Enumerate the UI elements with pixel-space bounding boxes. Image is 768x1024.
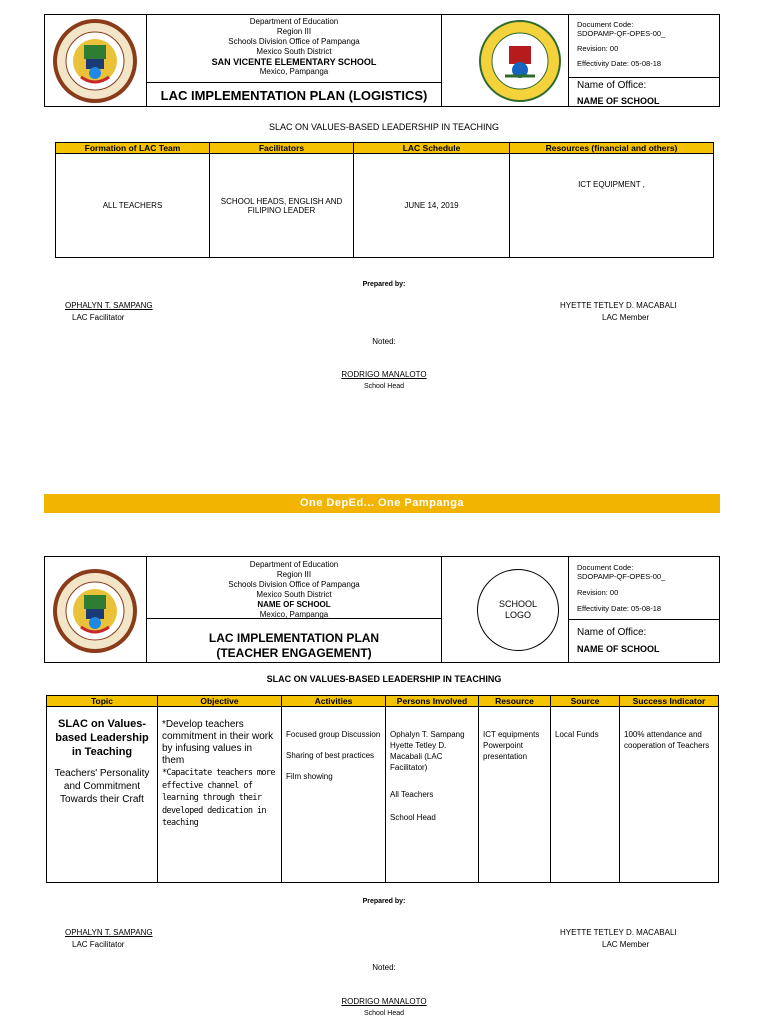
prepared-by: Prepared by: bbox=[362, 281, 406, 288]
office-value: NAME OF SCHOOL bbox=[577, 644, 660, 654]
town-name: Mexico, Pampanga bbox=[259, 610, 329, 619]
doc-code: SDOPAMP-QF-OPES-00_ bbox=[577, 572, 666, 581]
col-header-objective: Objective bbox=[158, 696, 282, 707]
prepared-by: Prepared by: bbox=[362, 898, 406, 905]
persons-3: School Head bbox=[390, 813, 436, 822]
office-label: Name of Office: bbox=[577, 80, 647, 91]
col-header-indicator: Success Indicator bbox=[620, 696, 719, 707]
doc-code: SDOPAMP-QF-OPES-00_ bbox=[577, 29, 666, 38]
deped-banner: One DepEd... One Pampanga bbox=[44, 494, 720, 513]
activity-1: Focused group Discussion bbox=[286, 730, 381, 739]
plan-title: LAC IMPLEMENTATION PLAN (LOGISTICS) bbox=[160, 88, 428, 103]
signer1-name: OPHALYN T. SAMPANG bbox=[65, 301, 153, 310]
office-value: NAME OF SCHOOL bbox=[577, 96, 660, 106]
indicator-text: 100% attendance and cooperation of Teachers bbox=[624, 730, 710, 750]
dept-name: Department of Education bbox=[249, 17, 339, 26]
signer1-role: LAC Facilitator bbox=[72, 940, 125, 949]
table-cell bbox=[56, 154, 210, 258]
cell-resources: ICT EQUIPMENT , bbox=[578, 180, 645, 189]
col-header-facilitators: Facilitators bbox=[210, 143, 354, 154]
signer1-name: OPHALYN T. SAMPANG bbox=[65, 928, 153, 937]
school-logo-text: SCHOOL LOGO bbox=[498, 599, 537, 620]
effectivity: Effectivity Date: 05-08-18 bbox=[577, 59, 662, 68]
topic-title: SLAC on Values-based Leadership in Teaching bbox=[55, 718, 149, 758]
activity-2: Sharing of best practices bbox=[286, 751, 375, 760]
deped-seal-logo bbox=[51, 17, 139, 110]
subtitle: SLAC ON VALUES-BASED LEADERSHIP IN TEACHING bbox=[266, 674, 502, 684]
doc-code-label: Document Code: bbox=[577, 563, 634, 572]
effectivity: Effectivity Date: 05-08-18 bbox=[577, 604, 662, 613]
revision: Revision: 00 bbox=[577, 588, 619, 597]
head-role: School Head bbox=[363, 1010, 405, 1017]
indicator-cell bbox=[620, 707, 719, 883]
topic-sub: Teachers' Personality and Commitment Towards their Craft bbox=[54, 768, 150, 805]
engagement-table bbox=[46, 695, 719, 883]
cell-facilitators: SCHOOL HEADS, ENGLISH AND FILIPINO LEADER bbox=[220, 196, 343, 215]
signer2-role: LAC Member bbox=[602, 940, 650, 949]
col-header-persons: Persons Involved bbox=[386, 696, 479, 707]
activity-3: Film showing bbox=[286, 772, 333, 781]
region-name: Region III bbox=[276, 27, 312, 36]
cell-formation: ALL TEACHERS bbox=[102, 201, 163, 210]
signer2-name: HYETTE TETLEY D. MACABALI bbox=[560, 928, 677, 937]
source-cell bbox=[551, 707, 620, 883]
signer1-role: LAC Facilitator bbox=[72, 313, 125, 322]
col-header-schedule: LAC Schedule bbox=[354, 143, 510, 154]
dept-name: Department of Education bbox=[249, 560, 339, 569]
region-name: Region III bbox=[276, 570, 312, 579]
doc-code-label: Document Code: bbox=[577, 20, 634, 29]
head-name: RODRIGO MANALOTO bbox=[341, 997, 427, 1006]
source-text: Local Funds bbox=[555, 730, 599, 739]
table-cell bbox=[210, 154, 354, 258]
plan-title-line2: (TEACHER ENGAGEMENT) bbox=[216, 646, 372, 660]
signer2-name: HYETTE TETLEY D. MACABALI bbox=[560, 301, 677, 310]
signer2-role: LAC Member bbox=[602, 313, 650, 322]
deped-seal-logo bbox=[51, 567, 139, 660]
office-cell bbox=[568, 619, 720, 663]
persons-1: Ophalyn T. Sampang Hyette Tetley D. Macabali (LAC Facilitator) bbox=[390, 730, 465, 772]
school-seal-logo bbox=[479, 20, 561, 107]
school-logo-placeholder bbox=[477, 569, 559, 651]
school-name: NAME OF SCHOOL bbox=[257, 600, 331, 609]
persons-cell bbox=[386, 707, 479, 883]
office-label: Name of Office: bbox=[577, 627, 647, 638]
head-name: RODRIGO MANALOTO bbox=[341, 370, 427, 379]
col-header-resource: Resource bbox=[479, 696, 551, 707]
logistics-table bbox=[55, 142, 714, 258]
noted: Noted: bbox=[372, 337, 396, 346]
division-name: Schools Division Office of Pampanga bbox=[228, 37, 360, 46]
col-header-resources: Resources (financial and others) bbox=[510, 143, 714, 154]
persons-2: All Teachers bbox=[390, 790, 434, 799]
district-name: Mexico South District bbox=[256, 590, 332, 599]
cell-schedule: JUNE 14, 2019 bbox=[404, 201, 459, 210]
plan-title-line1: LAC IMPLEMENTATION PLAN bbox=[208, 631, 380, 645]
revision: Revision: 00 bbox=[577, 44, 619, 53]
school-name: SAN VICENTE ELEMENTARY SCHOOL bbox=[211, 57, 377, 67]
objective-cell bbox=[158, 707, 282, 883]
activities-cell bbox=[282, 707, 386, 883]
division-name: Schools Division Office of Pampanga bbox=[228, 580, 360, 589]
subtitle: SLAC ON VALUES-BASED LEADERSHIP IN TEACHING bbox=[268, 122, 500, 132]
col-header-formation: Formation of LAC Team bbox=[56, 143, 210, 154]
table-cell bbox=[510, 154, 714, 258]
col-header-activities: Activities bbox=[282, 696, 386, 707]
objective-1: *Develop teachers commitment in their work by infusing values in them bbox=[162, 719, 274, 766]
resource-text: ICT equipments Powerpoint presentation bbox=[483, 730, 540, 761]
table-cell bbox=[354, 154, 510, 258]
town-name: Mexico, Pampanga bbox=[259, 67, 329, 76]
col-header-topic: Topic bbox=[47, 696, 158, 707]
district-name: Mexico South District bbox=[256, 47, 332, 56]
noted: Noted: bbox=[372, 963, 396, 972]
col-header-source: Source bbox=[551, 696, 620, 707]
topic-cell bbox=[47, 707, 158, 883]
resource-cell bbox=[479, 707, 551, 883]
objective-2: *Capacitate teachers more effective channel of learning through their developed dedication in teaching bbox=[162, 768, 275, 828]
head-role: School Head bbox=[363, 383, 405, 390]
